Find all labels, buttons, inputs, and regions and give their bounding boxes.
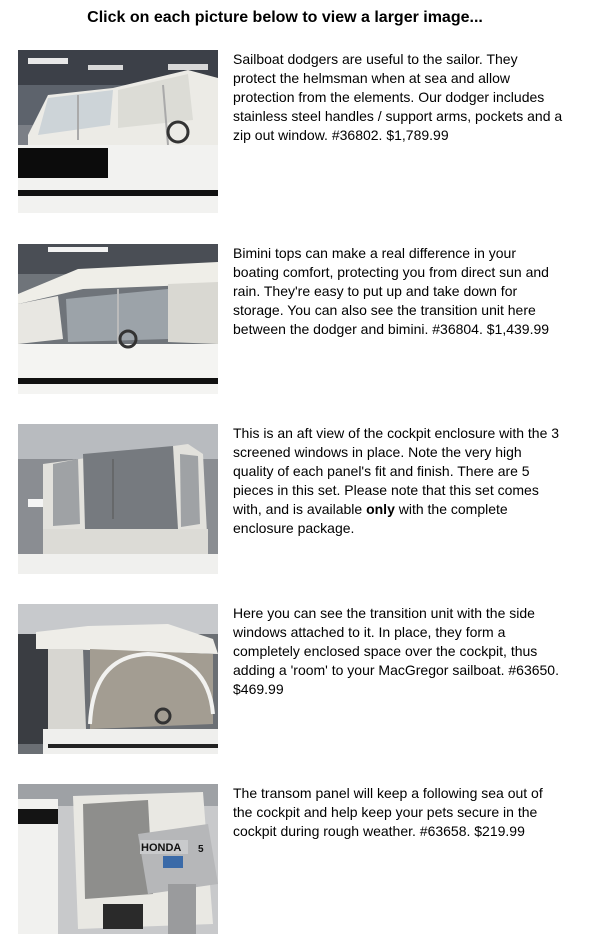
bimini-description: Bimini tops can make a real difference in your boating comfort, protecting you from direct sun and rain. They're easy to put up and take down for storage. You can also see the transition unit here between the dodger and bimini. #36804. $1,439.99 [233,245,550,337]
dodger-photo [18,50,218,213]
product-row-bimini [18,244,578,394]
product-row-transition-unit [18,604,578,754]
transition-unit-photo-link[interactable] [18,604,218,754]
transom-panel-description: The transom panel will keep a following sea out of the cockpit and help keep your pets secure in the cockpit during rough weather. #63658. $219.99 [233,785,543,839]
product-row-transom-panel [18,784,578,934]
cockpit-enclosure-text: This is an aft view of the cockpit enclosure with the 3 screened windows in place. Note the very high quality of each panel's fit and finish. There are 5 pieces in this set. Please note that this set comes with, and is available [233,425,560,517]
dodger-photo-link[interactable] [18,50,218,213]
engine-brand-label: HONDA [141,842,182,854]
transition-unit-photo [18,604,218,754]
product-row-cockpit-enclosure [18,424,578,574]
bimini-photo [18,244,218,394]
bimini-photo-link[interactable] [18,244,218,394]
cockpit-enclosure-emphasis: only [366,501,395,517]
cockpit-enclosure-text-end: with the complete enclosure package. [233,501,508,536]
engine-mark-label: 5 [198,844,204,855]
cockpit-enclosure-photo [18,424,218,574]
product-row-dodger [18,50,578,213]
cockpit-enclosure-photo-link[interactable] [18,424,218,574]
transom-panel-photo-link[interactable] [18,784,218,934]
dodger-description: Sailboat dodgers are useful to the sailor. They protect the helmsman when at sea and allow protection from the elements. Our dodger includes stainless steel handles / support arms, pockets and a zip out window. #36802. $1,789.99 [233,51,563,143]
page-instruction: Click on each picture below to view a larger image... [87,9,483,26]
transition-unit-description: Here you can see the transition unit with the side windows attached to it. In place, they form a completely enclosed space over the cockpit, thus adding a 'room' to your MacGregor sailboat. #63650. $469.99 [233,605,559,697]
cockpit-enclosure-description [233,424,563,538]
transom-panel-photo [18,784,218,934]
